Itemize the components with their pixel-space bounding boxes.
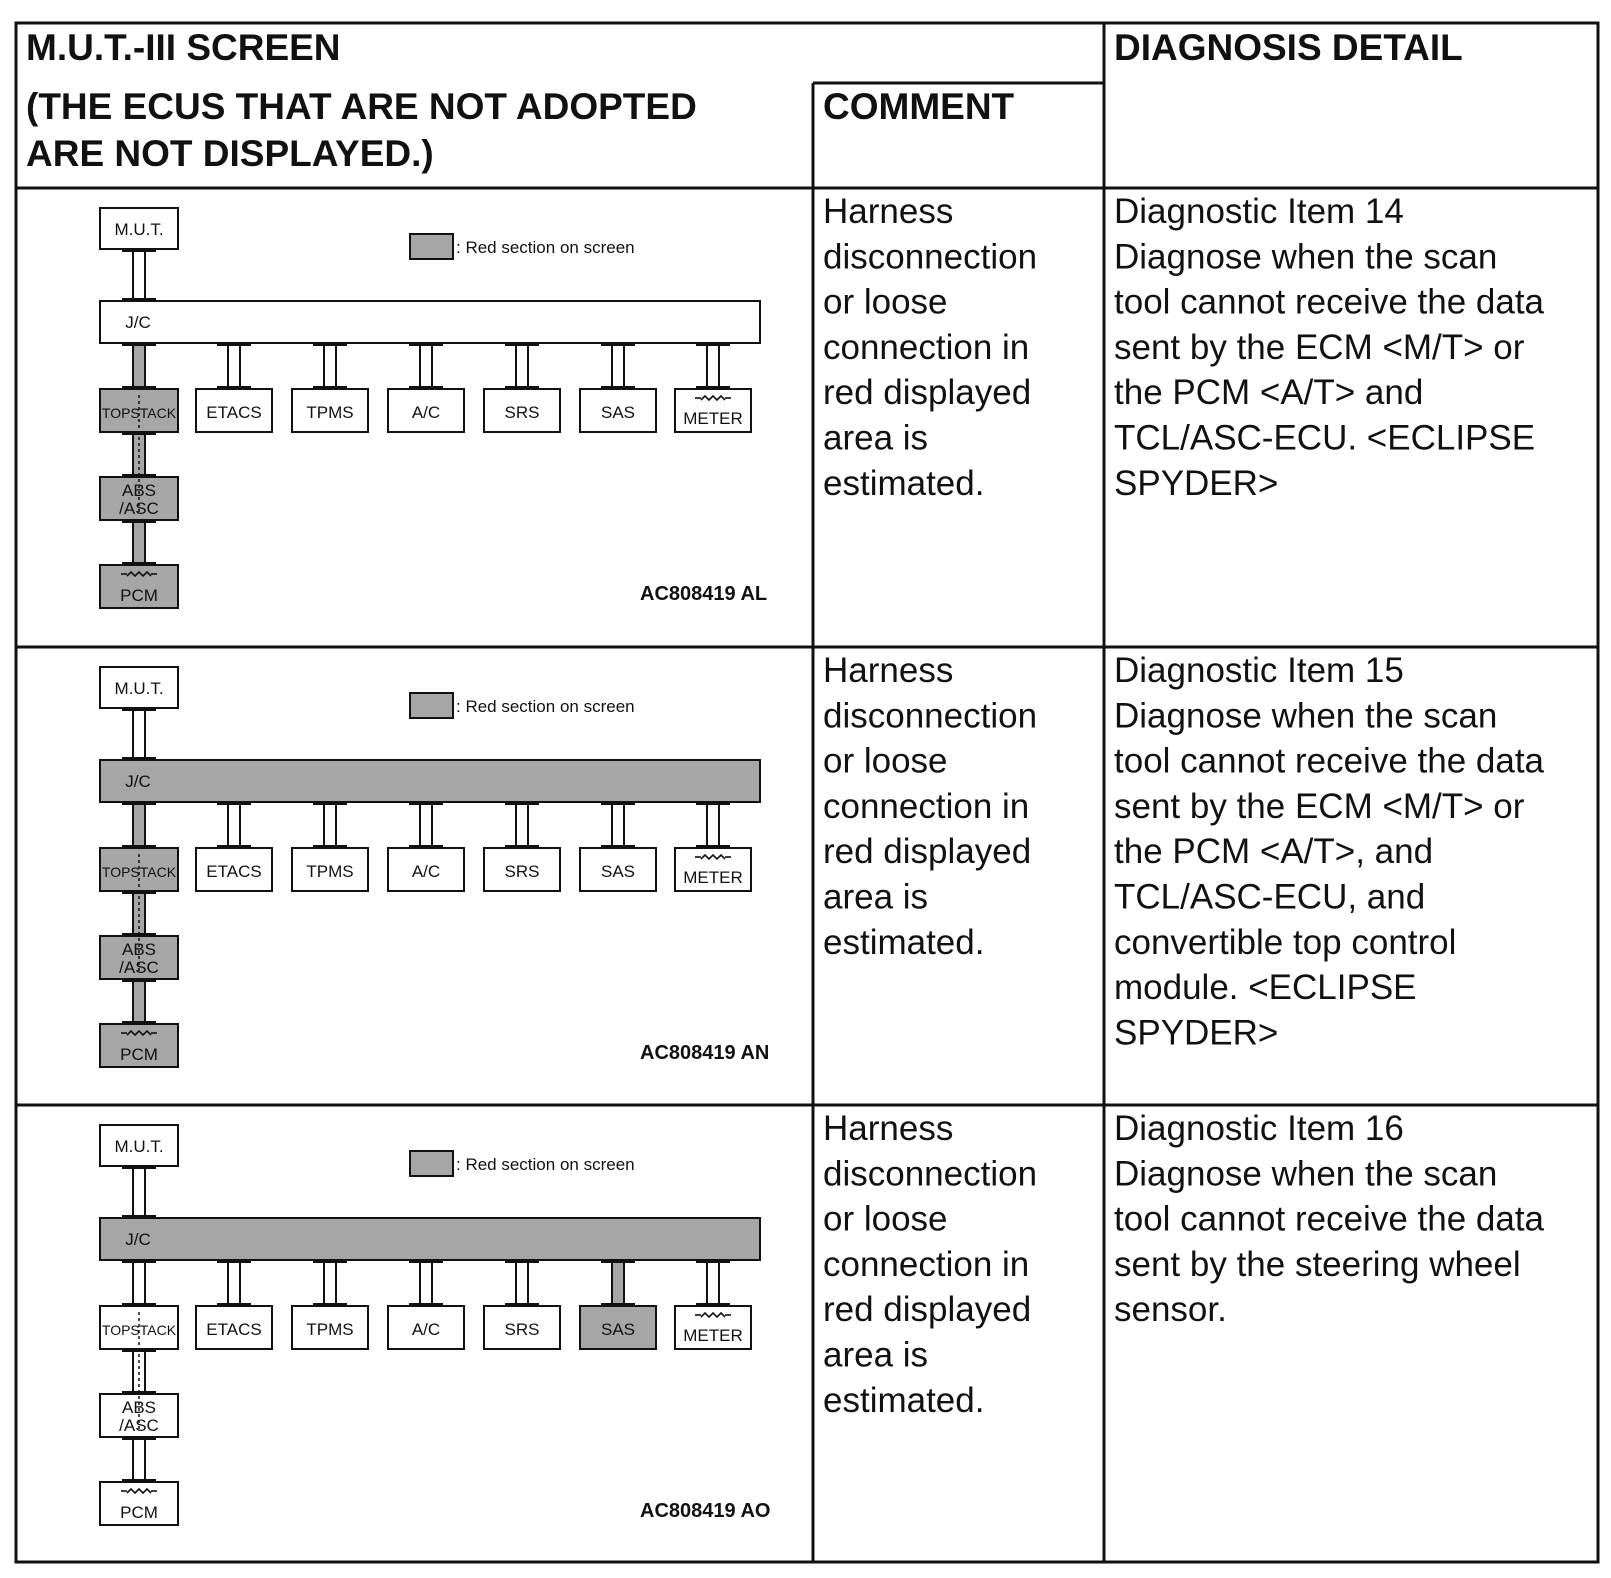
detail-line: tool cannot receive the data [1114, 1199, 1545, 1239]
detail-line: sent by the steering wheel [1114, 1244, 1521, 1284]
pcm-label: PCM [120, 586, 158, 605]
tpms-link [313, 343, 347, 389]
diagnosis-row [100, 192, 1545, 608]
abs-label-line1: ABS [121, 940, 157, 959]
comment-line: disconnection [823, 237, 1038, 277]
etacs-link [217, 343, 251, 389]
comment-line: area is [823, 1335, 929, 1375]
topstack-label: TOPSTACK [101, 1322, 177, 1338]
mut-label: M.U.T. [114, 220, 164, 239]
comment-line: area is [823, 418, 929, 458]
meter-link [696, 1260, 730, 1306]
diagnosis-rows [100, 192, 1545, 1525]
comment-line: or loose [823, 1199, 948, 1239]
meter-link [696, 343, 730, 389]
legend-swatch [410, 1151, 453, 1176]
detail-line: the PCM <A/T>, and [1114, 832, 1434, 872]
comment-line: connection in [823, 786, 1030, 826]
topstack-link [122, 802, 156, 848]
ac-label: A/C [411, 403, 441, 422]
sas-label: SAS [600, 862, 636, 881]
jc-label: J/C [125, 313, 151, 332]
mut-link [122, 1166, 156, 1218]
sas-link [601, 1260, 635, 1306]
abs-label-line2: /ASC [119, 1416, 159, 1435]
etacs-label: ETACS [206, 403, 262, 422]
etacs-link [217, 1260, 251, 1306]
legend-swatch [410, 693, 453, 718]
pcm-link [122, 1437, 156, 1482]
legend-text: : Red section on screen [456, 238, 635, 257]
topstack-link [122, 343, 156, 389]
jc-bus [100, 760, 760, 802]
comment-line: or loose [823, 282, 948, 322]
abs-label-line1: ABS [121, 1398, 157, 1417]
mut-link [122, 249, 156, 301]
ac-link [409, 802, 443, 848]
comment-title: COMMENT [823, 86, 1015, 127]
comment-line: red displayed [823, 373, 1032, 413]
detail-line: tool cannot receive the data [1114, 282, 1545, 322]
meter-link [696, 802, 730, 848]
detail-line: the PCM <A/T> and [1114, 373, 1424, 413]
sas-link [601, 802, 635, 848]
legend-text: : Red section on screen [456, 1155, 635, 1174]
mut-label: M.U.T. [114, 1137, 164, 1156]
ac-link [409, 1260, 443, 1306]
detail-line: sensor. [1114, 1290, 1227, 1330]
diagnosis-row [100, 1109, 1545, 1525]
topstack-link-fill [133, 343, 145, 389]
detail-line: Diagnose when the scan [1114, 696, 1498, 736]
srs-link [505, 1260, 539, 1306]
comment-line: Harness [823, 651, 954, 690]
screen-title: M.U.T.-III SCREEN [26, 27, 341, 68]
legend-text: : Red section on screen [456, 697, 635, 716]
topstack-label: TOPSTACK [101, 405, 177, 421]
jc-label: J/C [125, 1230, 151, 1249]
detail-line: Diagnose when the scan [1114, 237, 1498, 277]
comment-line: red displayed [823, 832, 1032, 872]
comment-line: disconnection [823, 1154, 1038, 1194]
comment-line: Harness [823, 192, 954, 231]
detail-title: DIAGNOSIS DETAIL [1114, 27, 1463, 68]
topstack-label: TOPSTACK [101, 864, 177, 880]
detail-line: Diagnostic Item 15 [1114, 651, 1404, 690]
abs-label-line2: /ASC [119, 499, 159, 518]
network-diagram [100, 208, 767, 608]
detail-line: SPYDER> [1114, 1013, 1279, 1053]
comment-line: area is [823, 877, 929, 917]
table-header [26, 27, 1463, 174]
detail-line: TCL/ASC-ECU. <ECLIPSE [1114, 418, 1536, 458]
jc-label: J/C [125, 772, 151, 791]
detail-line: Diagnose when the scan [1114, 1154, 1498, 1194]
detail-line: TCL/ASC-ECU, and [1114, 877, 1426, 917]
meter-label: METER [683, 409, 743, 428]
ac-label: A/C [411, 1320, 441, 1339]
etacs-label: ETACS [206, 862, 262, 881]
sas-link [601, 343, 635, 389]
srs-link [505, 343, 539, 389]
tpms-link [313, 802, 347, 848]
detail-line: sent by the ECM <M/T> or [1114, 786, 1525, 826]
abs-label-line1: ABS [121, 481, 157, 500]
meter-label: METER [683, 868, 743, 887]
comment-line: red displayed [823, 1290, 1032, 1330]
detail-line: sent by the ECM <M/T> or [1114, 327, 1525, 367]
figure-code: AC808419 AN [640, 1042, 770, 1064]
comment-line: estimated. [823, 463, 985, 503]
ac-label: A/C [411, 862, 441, 881]
jc-bus [100, 301, 760, 343]
meter-label: METER [683, 1326, 743, 1345]
srs-label: SRS [504, 862, 540, 881]
comment-line: estimated. [823, 1380, 985, 1420]
topstack-link [122, 1260, 156, 1306]
legend-swatch [410, 234, 453, 259]
etacs-label: ETACS [206, 1320, 262, 1339]
tpms-label: TPMS [306, 1320, 354, 1339]
pcm-link [122, 520, 156, 565]
tpms-label: TPMS [306, 403, 354, 422]
comment-line: disconnection [823, 696, 1038, 736]
figure-code: AC808419 AO [640, 1500, 771, 1522]
mut-link [122, 708, 156, 760]
sas-label: SAS [600, 403, 636, 422]
sas-label: SAS [600, 1320, 636, 1339]
comment-line: Harness [823, 1109, 954, 1148]
srs-label: SRS [504, 1320, 540, 1339]
abs-label-line2: /ASC [119, 958, 159, 977]
tpms-label: TPMS [306, 862, 354, 881]
screen-note-line2: ARE NOT DISPLAYED.) [26, 133, 434, 174]
comment-line: estimated. [823, 922, 985, 962]
screen-note-line1: (THE ECUS THAT ARE NOT ADOPTED [26, 86, 697, 127]
topstack-link-fill [133, 802, 145, 848]
figure-code: AC808419 AL [640, 583, 768, 605]
pcm-link [122, 979, 156, 1024]
comment-line: connection in [823, 1244, 1030, 1284]
pcm-link-fill [133, 520, 145, 565]
mut-label: M.U.T. [114, 679, 164, 698]
detail-line: Diagnostic Item 16 [1114, 1109, 1404, 1148]
pcm-label: PCM [120, 1045, 158, 1064]
tpms-link [313, 1260, 347, 1306]
detail-line: convertible top control [1114, 922, 1457, 962]
srs-label: SRS [504, 403, 540, 422]
pcm-link-fill [133, 979, 145, 1024]
detail-line: module. <ECLIPSE [1114, 968, 1417, 1008]
pcm-label: PCM [120, 1503, 158, 1522]
sas-link-fill [612, 1260, 624, 1306]
network-diagram [100, 1125, 770, 1525]
detail-line: tool cannot receive the data [1114, 741, 1545, 781]
detail-line: Diagnostic Item 14 [1114, 192, 1404, 231]
comment-line: or loose [823, 741, 948, 781]
srs-link [505, 802, 539, 848]
jc-bus [100, 1218, 760, 1260]
network-diagram [100, 667, 769, 1067]
detail-line: SPYDER> [1114, 463, 1279, 503]
ac-link [409, 343, 443, 389]
etacs-link [217, 802, 251, 848]
comment-line: connection in [823, 327, 1030, 367]
diagnosis-row [100, 651, 1545, 1067]
